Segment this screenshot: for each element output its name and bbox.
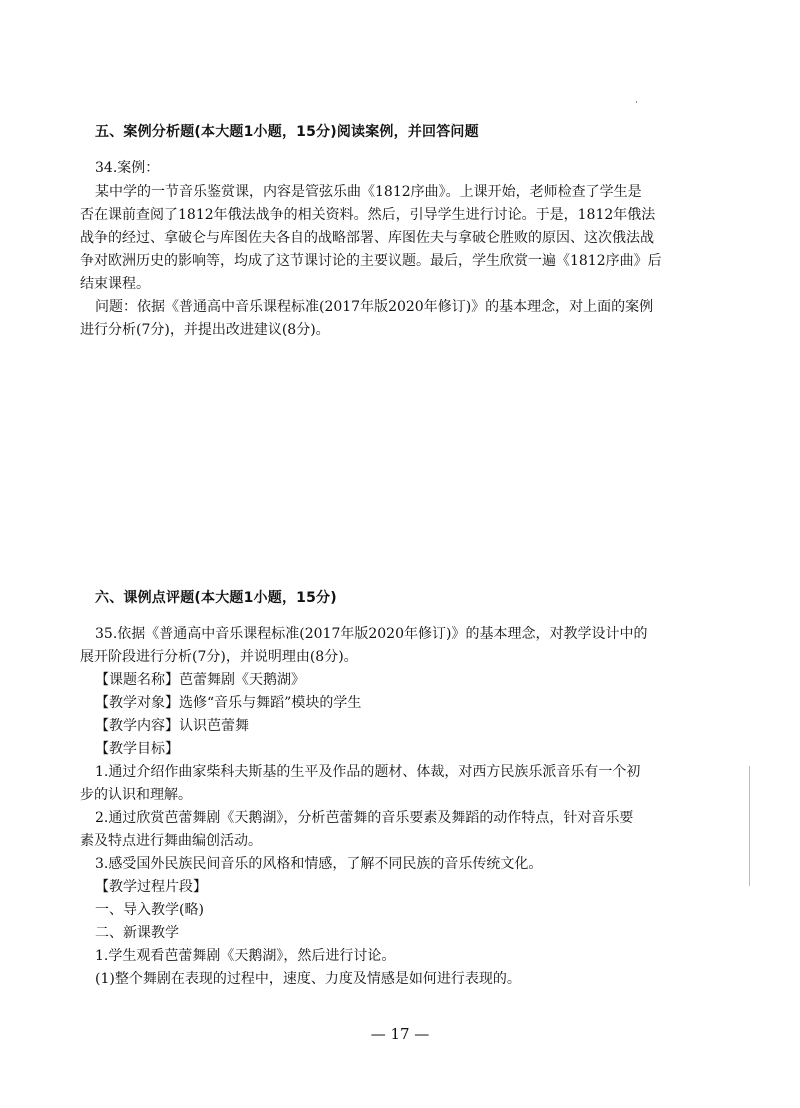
section-6-heading: 六、课例点评题(本大题1小题，15分): [95, 590, 337, 606]
case-line: 某中学的一节音乐鉴赏课，内容是管弦乐曲《1812序曲》。上课开始，老师检查了学生是: [95, 184, 642, 200]
case-line: 否在课前查阅了1812年俄法战争的相关资料。然后，引导学生进行讨论。于是，1812年俄法: [80, 207, 656, 223]
case-line: 争对欧洲历史的影响等，均成了这节课讨论的主要议题。最后，学生欣赏一遍《1812序曲》后: [80, 253, 662, 269]
question-34-prompt: 问题：依据《普通高中音乐课程标准(2017年版2020年修订)》的基本理念，对上面的案例: [95, 299, 654, 315]
question-35-prompt: 展开阶段进行分析(7分)，并说明理由(8分)。: [80, 649, 358, 665]
lesson-line: 2.通过欣赏芭蕾舞剧《天鹅湖》，分析芭蕾舞的音乐要素及舞蹈的动作特点，针对音乐要: [95, 810, 634, 826]
scan-speck: [636, 101, 637, 103]
section-5-heading: 五、案例分析题(本大题1小题，15分)阅读案例，并回答问题: [95, 124, 479, 140]
lesson-line: 【教学对象】选修“音乐与舞蹈”模块的学生: [95, 695, 362, 711]
question-34-prompt: 进行分析(7分)，并提出改进建议(8分)。: [80, 322, 330, 338]
lesson-line: 【教学过程片段】: [95, 879, 207, 895]
question-34-label: 34.案例：: [95, 160, 160, 176]
lesson-line: 二、新课教学: [95, 925, 179, 941]
lesson-line: 步的认识和理解。: [80, 787, 192, 803]
lesson-line: 【教学内容】认识芭蕾舞: [95, 718, 249, 734]
case-line: 战争的经过、拿破仑与库图佐夫各自的战略部署、库图佐夫与拿破仑胜败的原因、这次俄法战: [80, 230, 654, 246]
page-number: — 17 —: [370, 1025, 430, 1043]
lesson-line: (1)整个舞剧在表现的过程中，速度、力度及情感是如何进行表现的。: [95, 971, 521, 987]
lesson-line: 【课题名称】芭蕾舞剧《天鹅湖》: [95, 672, 305, 688]
case-line: 结束课程。: [80, 276, 150, 292]
lesson-line: 1.学生观看芭蕾舞剧《天鹅湖》，然后进行讨论。: [95, 948, 396, 964]
lesson-line: 1.通过介绍作曲家柴科夫斯基的生平及作品的题材、体裁，对西方民族乐派音乐有一个初: [95, 764, 641, 780]
scan-edge-mark: [749, 766, 750, 886]
lesson-line: 3.感受国外民族民间音乐的风格和情感，了解不同民族的音乐传统文化。: [95, 856, 543, 872]
question-35-prompt: 35.依据《普通高中音乐课程标准(2017年版2020年修订)》的基本理念，对教学设计中的: [95, 626, 648, 642]
lesson-line: 一、导入教学(略): [95, 902, 204, 918]
lesson-line: 【教学目标】: [95, 741, 179, 757]
lesson-line: 素及特点进行舞曲编创活动。: [80, 833, 262, 849]
